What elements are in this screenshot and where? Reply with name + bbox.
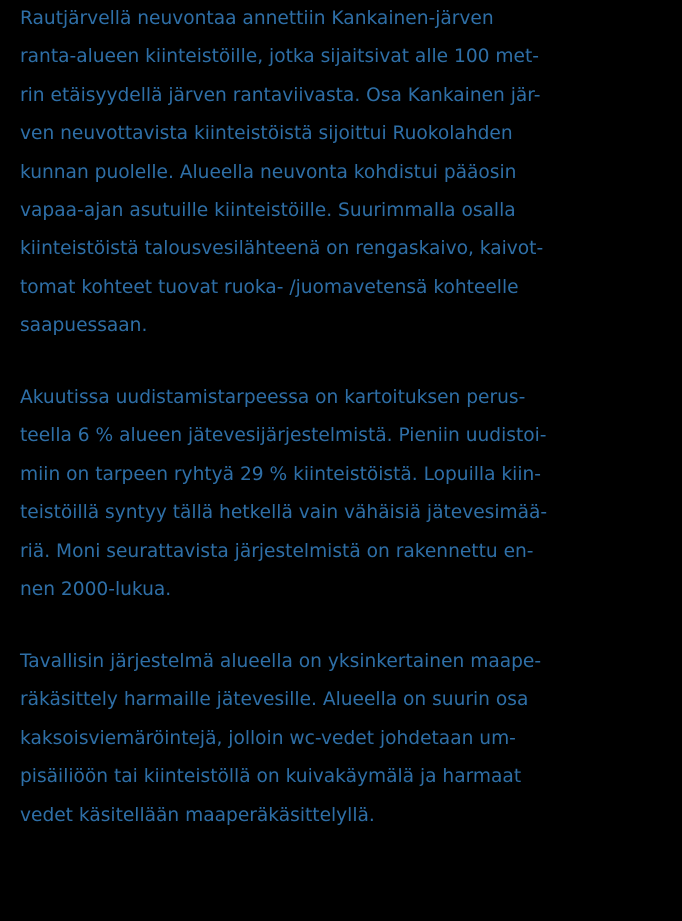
text-line: teistöillä syntyy tällä hetkellä vain vähäisiä jätevesimää-: [20, 502, 548, 524]
text-line: kiinteistöistä talousvesilähteenä on rengaskaivo, kaivot-: [20, 238, 544, 260]
paragraph-uudistamistarve: [20, 379, 670, 609]
text-line: saapuessaan.: [20, 315, 148, 337]
text-line: riä. Moni seurattavista järjestelmistä on rakennettu en-: [20, 540, 534, 562]
text-line: pisäiliöön tai kiinteistöllä on kuivakäymälä ja harmaat: [20, 766, 522, 788]
text-line: tomat kohteet tuovat ruoka- /juomavetensä kohteelle: [20, 276, 519, 298]
text-line: ven neuvottavista kiinteistöistä sijoittui Ruokolahden: [20, 123, 513, 145]
text-line: kunnan puolelle. Alueella neuvonta kohdistui pääosin: [20, 161, 517, 183]
text-line: vedet käsitellään maaperäkäsittelyllä.: [20, 804, 375, 826]
text-line: räkäsittely harmaille jätevesille. Alueella on suurin osa: [20, 689, 529, 711]
text-line: Akuutissa uudistamistarpeessa on kartoituksen perus-: [20, 387, 526, 408]
text-line: Rautjärvellä neuvontaa annettiin Kankainen-järven: [20, 8, 494, 29]
paragraph-neuvonta: [20, 0, 670, 346]
text-line: ranta-alueen kiinteistöille, jotka sijaitsivat alle 100 met-: [20, 46, 539, 68]
text-line: miin on tarpeen ryhtyä 29 % kiinteistöistä. Lopuilla kiin-: [20, 463, 541, 485]
text-line: kaksoisviemäröintejä, jolloin wc-vedet johdetaan um-: [20, 727, 516, 749]
text-line: nen 2000-lukua.: [20, 578, 172, 600]
text-line: rin etäisyydellä järven rantaviivasta. Osa Kankainen jär-: [20, 84, 541, 106]
text-line: Tavallisin järjestelmä alueella on yksinkertainen maape-: [20, 651, 542, 672]
paragraph-jarjestelmat: [20, 643, 670, 835]
text-line: teella 6 % alueen jätevesijärjestelmistä. Pieniin uudistoi-: [20, 425, 547, 447]
text-line: vapaa-ajan asutuille kiinteistöille. Suurimmalla osalla: [20, 199, 516, 221]
